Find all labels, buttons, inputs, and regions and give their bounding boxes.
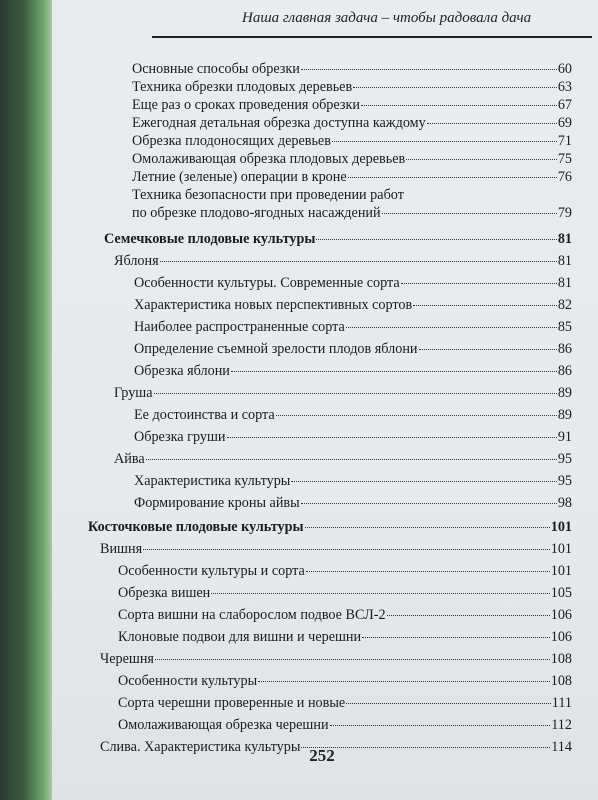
page-number: 252 bbox=[309, 746, 335, 765]
toc-subsection: Груша 89 bbox=[114, 385, 572, 401]
toc-entry: Особенности культуры и сорта 101 bbox=[118, 563, 572, 579]
toc-subsection: Вишня 101 bbox=[100, 541, 572, 557]
toc-entry: по обрезке плодово-ягодных насаждений 79 bbox=[132, 205, 572, 221]
toc-subsection: Слива. Характеристика культуры 114 bbox=[100, 739, 572, 755]
toc-entry: Основные способы обрезки 60 bbox=[132, 61, 572, 77]
toc-entry: Летние (зеленые) операции в кроне 76 bbox=[132, 169, 572, 185]
toc-subsection: Яблоня 81 bbox=[114, 253, 572, 269]
toc-entry: Обрезка вишен 105 bbox=[118, 585, 572, 601]
toc-entry: Омолаживающая обрезка плодовых деревьев 75 bbox=[132, 151, 572, 167]
toc-entry: Ежегодная детальная обрезка доступна каждому 69 bbox=[132, 115, 572, 131]
toc-entry: Обрезка груши 91 bbox=[134, 429, 572, 445]
toc-entry: Характеристика культуры 95 bbox=[134, 473, 572, 489]
toc-entry: Еще раз о сроках проведения обрезки 67 bbox=[132, 97, 572, 113]
toc-entry: Техника обрезки плодовых деревьев 63 bbox=[132, 79, 572, 95]
toc-entry: Особенности культуры 108 bbox=[118, 673, 572, 689]
header-rule bbox=[152, 36, 592, 38]
toc-section-heading: Семечковые плодовые культуры 81 bbox=[104, 231, 572, 247]
toc-subsection: Айва 95 bbox=[114, 451, 572, 467]
running-header: Наша главная задача – чтобы радовала дача bbox=[242, 10, 532, 26]
book-spine bbox=[0, 0, 58, 800]
toc-section-heading: Косточковые плодовые культуры 101 bbox=[88, 519, 572, 535]
book-page bbox=[52, 0, 598, 800]
toc-entry: Формирование кроны айвы 98 bbox=[134, 495, 572, 511]
toc-entry: Омолаживающая обрезка черешни 112 bbox=[118, 717, 572, 733]
toc-entry: Клоновые подвои для вишни и черешни 106 bbox=[118, 629, 572, 645]
toc-entry-line1: Техника безопасности при проведении работ bbox=[132, 187, 404, 203]
toc-entry: Обрезка плодоносящих деревьев 71 bbox=[132, 133, 572, 149]
toc-entry: Ее достоинства и сорта 89 bbox=[134, 407, 572, 423]
toc-entry: Характеристика новых перспективных сортов 82 bbox=[134, 297, 572, 313]
toc-entry: Наиболее распространенные сорта 85 bbox=[134, 319, 572, 335]
toc-entry: Определение съемной зрелости плодов яблони 86 bbox=[134, 341, 572, 357]
toc-entry: Особенности культуры. Современные сорта 81 bbox=[134, 275, 572, 291]
toc-entry: Сорта черешни проверенные и новые 111 bbox=[118, 695, 572, 711]
toc-subsection: Черешня 108 bbox=[100, 651, 572, 667]
toc-entry: Обрезка яблони 86 bbox=[134, 363, 572, 379]
toc-entry: Сорта вишни на слаборослом подвое ВСЛ-2 106 bbox=[118, 607, 572, 623]
